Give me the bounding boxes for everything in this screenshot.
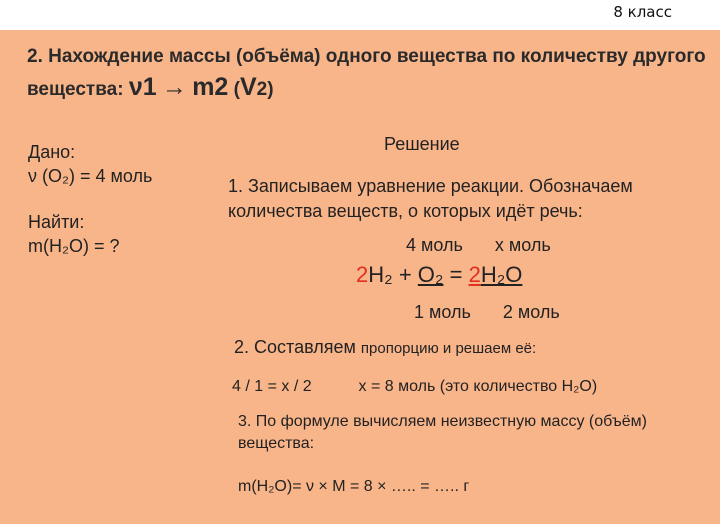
moles-below-h2o: 2 моль xyxy=(502,302,560,322)
given-label: Дано: xyxy=(28,142,76,162)
given-block xyxy=(28,140,152,188)
title-text: 2. Нахождение массы (объёма) одного вещества по количеству другого вещества: xyxy=(27,46,706,100)
grade-label: 8 класс xyxy=(613,3,672,21)
proportion: 4 / 1 = x / 2 xyxy=(232,378,312,395)
reaction-equation xyxy=(356,262,522,288)
slide xyxy=(0,30,720,524)
top-bar xyxy=(0,0,720,30)
step-2-rest: пропорцию и решаем её: xyxy=(360,340,537,357)
title-v-sub: 2 xyxy=(256,79,268,100)
plus-sign: + xyxy=(398,262,412,287)
given-value: ν (O₂) = 4 моль xyxy=(28,166,153,186)
coefficient-h2o: 2 xyxy=(468,262,481,287)
moles-above-h2o: x моль xyxy=(494,235,551,255)
moles-below xyxy=(414,302,560,323)
title-paren-open: ( xyxy=(233,79,240,100)
moles-below-o2: 1 моль xyxy=(414,302,471,322)
slide-title xyxy=(27,42,707,105)
moles-above xyxy=(406,235,551,256)
mass-formula: m(H₂O)= ν × M = 8 × ….. = ….. г xyxy=(238,478,470,495)
proportion-line xyxy=(232,378,597,396)
proportion-result: x = 8 моль (это количество H₂O) xyxy=(358,378,598,395)
find-label: Найти: xyxy=(28,212,85,232)
formula-h2: H₂ xyxy=(368,262,393,287)
formula-h2o: H₂O xyxy=(480,262,523,287)
solution-heading: Решение xyxy=(384,134,460,154)
title-arrow: → xyxy=(161,73,187,101)
step-2 xyxy=(234,337,536,358)
title-paren-close: ) xyxy=(267,79,274,100)
formula-o2: O₂ xyxy=(417,262,444,287)
step-1: 1. Записываем уравнение реакции. Обозначаем количества веществ, о которых идёт речь: xyxy=(228,176,633,221)
step-2-main: 2. Составляем xyxy=(234,337,356,357)
title-nu1: ν1 xyxy=(128,73,157,101)
title-m2: m2 xyxy=(192,73,229,101)
title-v: V xyxy=(239,73,257,101)
find-value: m(H₂O) = ? xyxy=(28,236,120,256)
equals-sign: = xyxy=(449,262,463,287)
find-block xyxy=(28,210,120,258)
coefficient-h2: 2 xyxy=(356,262,369,287)
moles-above-o2: 4 моль xyxy=(406,235,463,255)
step-3: 3. По формуле вычисляем неизвестную массу (объём) вещества: xyxy=(238,413,647,452)
